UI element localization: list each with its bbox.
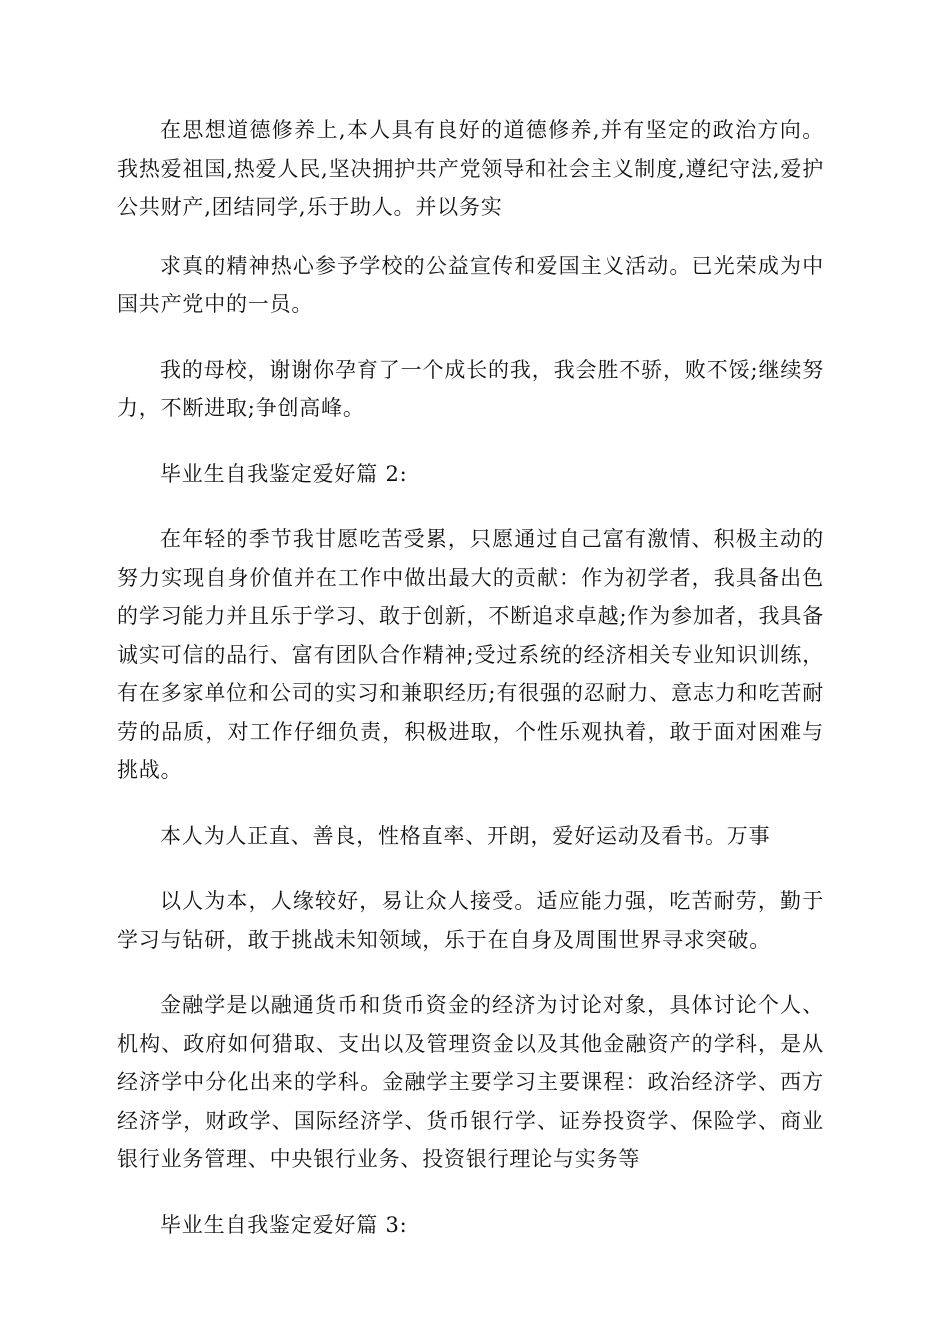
- section-heading-3: 毕业生自我鉴定爱好篇 3:: [160, 1212, 408, 1237]
- section-heading-2: 毕业生自我鉴定爱好篇 2:: [160, 461, 408, 486]
- paragraph-adaptability: 以人为本，人缘较好，易让众人接受。适应能力强，吃苦耐劳，勤于学习与钻研，敢于挑战未知领域，乐于在自身及周围世界寻求突破。: [117, 889, 824, 952]
- paragraph-finance-major: 金融学是以融通货币和货币资金的经济为讨论对象，具体讨论个人、机构、政府如何猎取、支出以及管理资金以及其他金融资产的学科，是从经济学中分化出来的学科。金融学主要学习主要课程：政治经济学、西方经济学，财政学、国际经济学、货币银行学、证券投资学、保险学、商业银行业务管理、中央银行业务、投资银行理论与实务等: [117, 993, 824, 1171]
- paragraph-self-evaluation: 在年轻的季节我甘愿吃苦受累，只愿通过自己富有激情、积极主动的努力实现自身价值并在工作中做出最大的贡献：作为初学者，我具备出色的学习能力并且乐于学习、敢于创新，不断追求卓越;作为参加者，我具备诚实可信的品行、富有团队合作精神;受过系统的经济相关专业知识训练，有在多家单位和公司的实习和兼职经历;有很强的忍耐力、意志力和吃苦耐劳的品质，对工作仔细负责，积极进取，个性乐观执着，敢于面对困难与挑战。: [117, 527, 824, 782]
- paragraph-personality: 本人为人正直、善良，性格直率、开朗，爱好运动及看书。万事: [160, 823, 771, 848]
- paragraph-moral-cultivation: 在思想道德修养上,本人具有良好的道德修养,并有坚定的政治方向。我热爱祖国,热爱人民,坚决拥护共产党领导和社会主义制度,遵纪守法,爱护公共财产,团结同学,乐于助人。并以务实: [117, 118, 824, 219]
- paragraph-party-member: 求真的精神热心参予学校的公益宣传和爱国主义活动。已光荣成为中国共产党中的一员。: [117, 253, 824, 316]
- paragraph-alma-mater: 我的母校，谢谢你孕育了一个成长的我，我会胜不骄，败不馁;继续努力，不断进取;争创高峰。: [117, 357, 824, 420]
